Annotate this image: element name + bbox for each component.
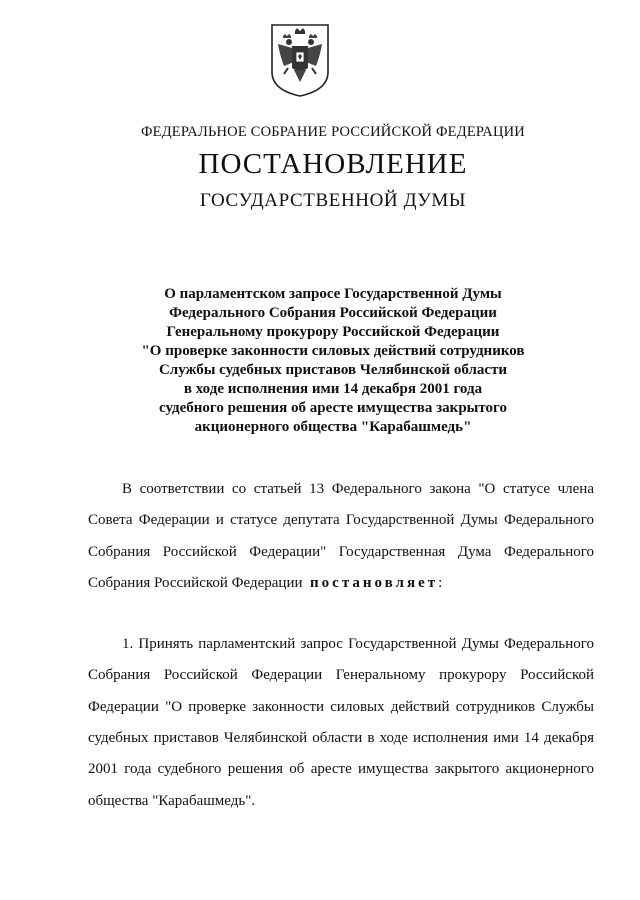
heading-line: судебного решения об аресте имущества закрытого — [158, 400, 507, 416]
paragraph-line — [88, 568, 594, 599]
double-headed-eagle-emblem-icon — [268, 22, 332, 98]
paragraph-line-punct: : — [438, 574, 443, 591]
document-subtitle: ГОСУДАРСТВЕННОЙ ДУМЫ — [199, 190, 467, 211]
resolves-keyword: постановляет — [310, 574, 439, 591]
paragraph-line: Собрания Российской Федерации Генеральному прокурору Российской — [88, 667, 594, 684]
paragraph-line: 1. Принять парламентский запрос Государственной Думы Федерального — [122, 636, 594, 653]
heading-line: Генеральному прокурору Российской Федерации — [166, 324, 500, 340]
resolution-heading — [0, 285, 640, 437]
preamble-paragraph — [88, 474, 594, 599]
organization-name: ФЕДЕРАЛЬНОЕ СОБРАНИЕ РОССИЙСКОЙ ФЕДЕРАЦИИ — [141, 124, 525, 140]
paragraph-line-text: Собрания Российской Федерации — [88, 574, 303, 591]
heading-line: Службы судебных приставов Челябинской области — [158, 362, 508, 378]
heading-line: в ходе исполнения ими 14 декабря 2001 года — [183, 381, 483, 397]
heading-line: О парламентском запросе Государственной Думы — [164, 286, 502, 302]
document-title: ПОСТАНОВЛЕНИЕ — [198, 148, 468, 180]
paragraph-line: общества "Карабашмедь". — [88, 792, 256, 809]
paragraph-line: Совета Федерации и статусе депутата Государственной Думы Федерального — [88, 512, 594, 529]
paragraph-line: судебных приставов Челябинской области в ходе исполнения ими 14 декабря — [88, 730, 594, 747]
item-1-paragraph — [88, 629, 594, 817]
paragraph-line: В соответствии со статьей 13 Федерального закона "О статусе члена — [122, 481, 594, 497]
document-body — [88, 474, 594, 817]
paragraph-line: Федерации "О проверке законности силовых действий сотрудников Службы — [88, 698, 594, 715]
heading-line: акционерного общества "Карабашмедь" — [194, 419, 472, 435]
paragraph-line: 2001 года судебного решения об аресте имущества закрытого акционерного — [88, 761, 594, 778]
heading-line: "О проверке законности силовых действий сотрудников — [141, 343, 525, 359]
paragraph-line: Собрания Российской Федерации" Государственная Дума Федерального — [88, 543, 594, 560]
heading-line: Федерального Собрания Российской Федерации — [169, 305, 497, 321]
